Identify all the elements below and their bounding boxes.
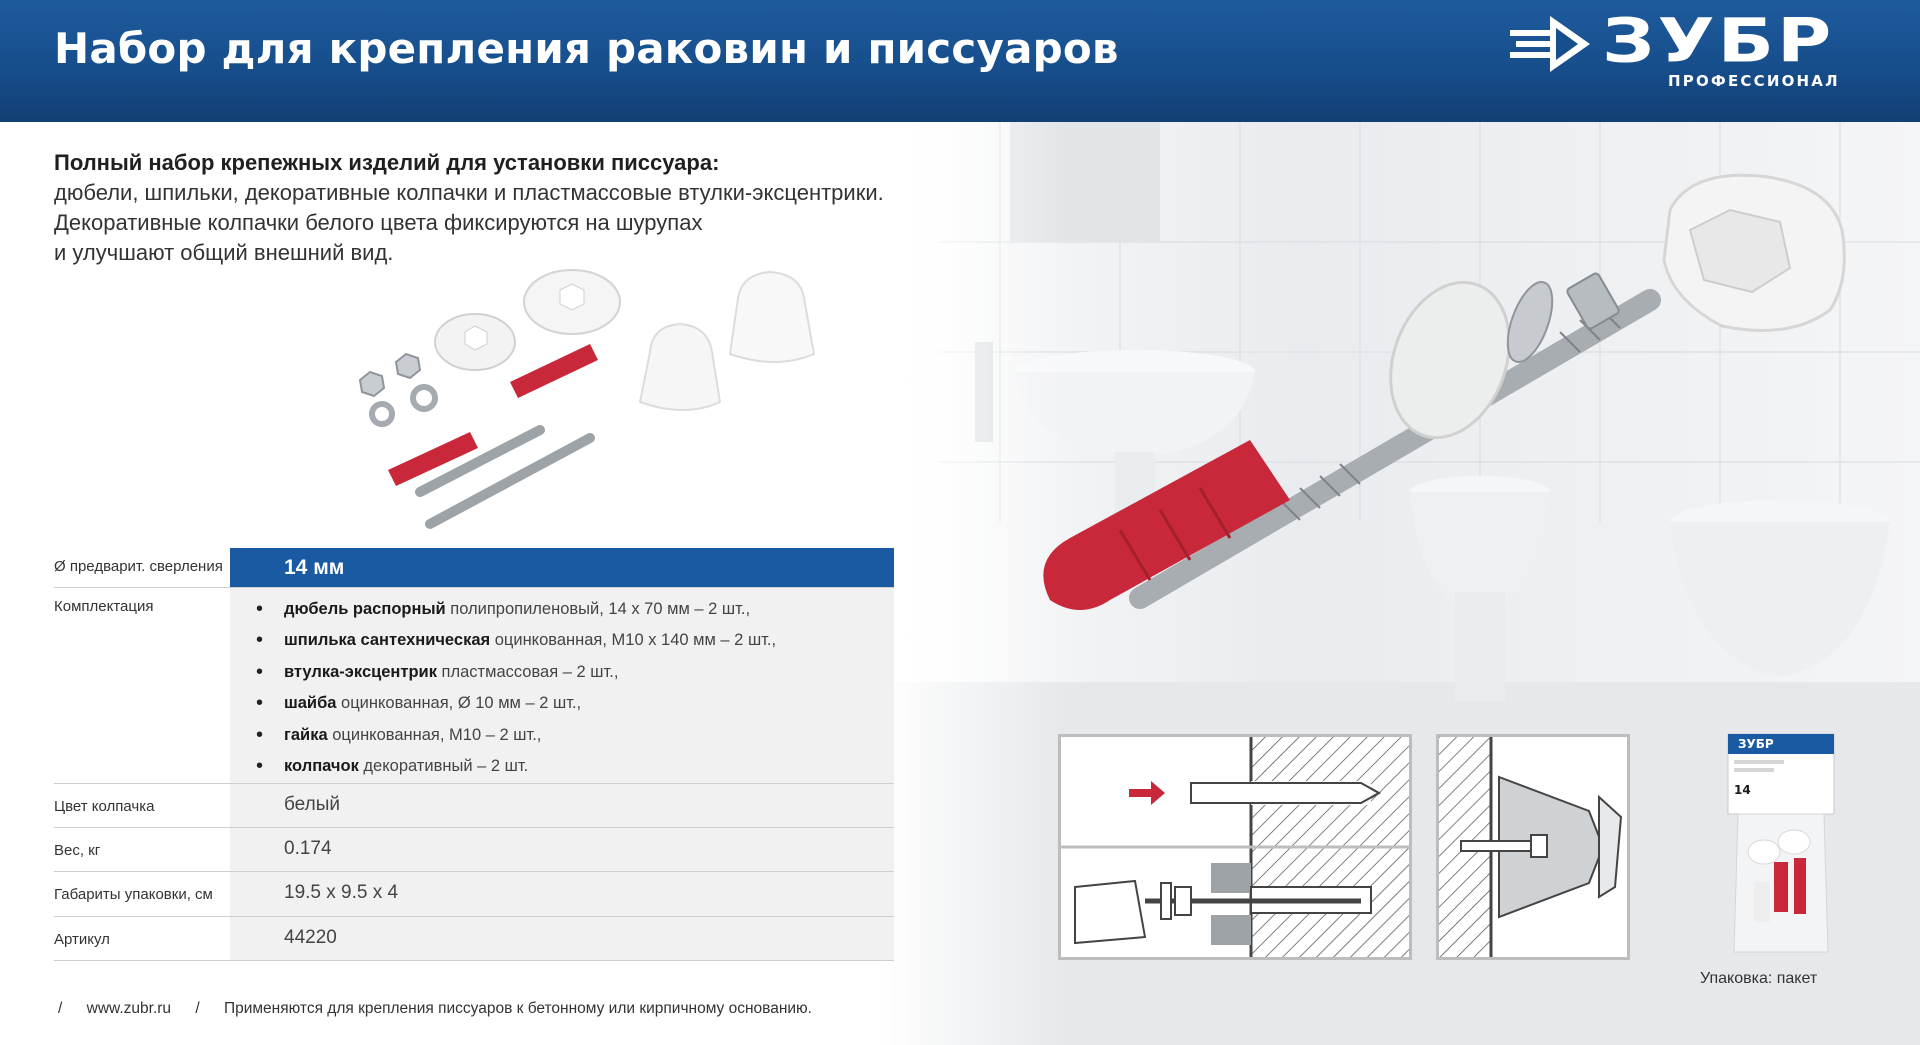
package-caption: Упаковка: пакет (1700, 970, 1818, 987)
spec-label: Цвет колпачка (54, 798, 155, 815)
spec-row-color (54, 784, 894, 828)
website-link[interactable]: www.zubr.ru (86, 1000, 172, 1017)
logo-wordmark: ЗУБР (1602, 5, 1835, 77)
page-title: Набор для крепления раковин и писсуаров (54, 24, 1119, 73)
footer-note (58, 1000, 812, 1018)
logo-mark-icon (1508, 14, 1594, 74)
assembly-image (1000, 150, 1900, 670)
kit-contents-image (340, 262, 840, 542)
spec-value: 44220 (230, 917, 894, 960)
bushing-diagram (1436, 734, 1630, 960)
spec-value: 14 мм (230, 548, 894, 587)
logo-subtitle: ПРОФЕССИОНАЛ (1668, 72, 1840, 90)
package-size: 14 (1734, 783, 1751, 797)
description-line: дюбели, шпильки, декоративные колпачки и пластмассовые втулки-эксцентрики. (54, 180, 884, 205)
spec-row-drill (54, 548, 894, 588)
spec-label: Комплектация (54, 598, 154, 615)
spec-value: 19.5 х 9.5 х 4 (230, 872, 894, 916)
description-line: Декоративные колпачки белого цвета фиксируются на шурупах (54, 210, 703, 235)
package-brand: ЗУБР (1738, 737, 1774, 751)
brand-logo (1508, 5, 1890, 94)
spec-label: Ø предварит. сверления (54, 558, 223, 575)
footer-separator: / (195, 1000, 200, 1017)
list-item: • дюбель распорный полипропиленовый, 14 х 70 мм – 2 шт., (284, 594, 894, 625)
list-item: • колпачок декоративный – 2 шт. (284, 751, 894, 782)
spec-label: Артикул (54, 931, 110, 948)
spec-row-article (54, 917, 894, 961)
description-line: и улучшают общий внешний вид. (54, 240, 394, 265)
list-item: • шпилька сантехническая оцинкованная, М10 х 140 мм – 2 шт., (284, 625, 894, 656)
list-item: • втулка-эксцентрик пластмассовая – 2 шт., (284, 657, 894, 688)
package-image (1724, 732, 1838, 958)
header-banner (0, 0, 1920, 122)
nut-icon (360, 354, 420, 396)
spec-row-weight (54, 828, 894, 872)
spec-value: белый (230, 784, 894, 827)
installation-diagram (1058, 734, 1412, 960)
footer-separator: / (58, 1000, 63, 1017)
list-item: • гайка оцинкованная, М10 – 2 шт., (284, 720, 894, 751)
spec-row-kit (54, 588, 894, 784)
product-description (54, 148, 914, 268)
spec-value: 0.174 (230, 828, 894, 871)
washer-icon (372, 387, 435, 424)
spec-value-list (230, 588, 894, 783)
bushing-diagram-drawing (1439, 737, 1627, 957)
cap-icon (1075, 881, 1145, 943)
decorative-cap-icon (640, 272, 814, 410)
installation-diagram-drawing (1061, 737, 1409, 957)
spec-row-size (54, 872, 894, 917)
spec-label: Габариты упаковки, см (54, 886, 213, 903)
spec-label: Вес, кг (54, 842, 101, 859)
spec-table (54, 548, 894, 961)
description-lead: Полный набор крепежных изделий для установки писсуара: (54, 150, 720, 175)
arrow-icon (1129, 781, 1165, 805)
kit-list (284, 594, 894, 782)
list-item: • шайба оцинкованная, Ø 10 мм – 2 шт., (284, 688, 894, 719)
stud-icon (1461, 841, 1531, 851)
eccentric-bushing-icon (1370, 266, 1530, 455)
usage-note: Применяются для крепления писсуаров к бетонному или кирпичному основанию. (223, 1000, 812, 1017)
